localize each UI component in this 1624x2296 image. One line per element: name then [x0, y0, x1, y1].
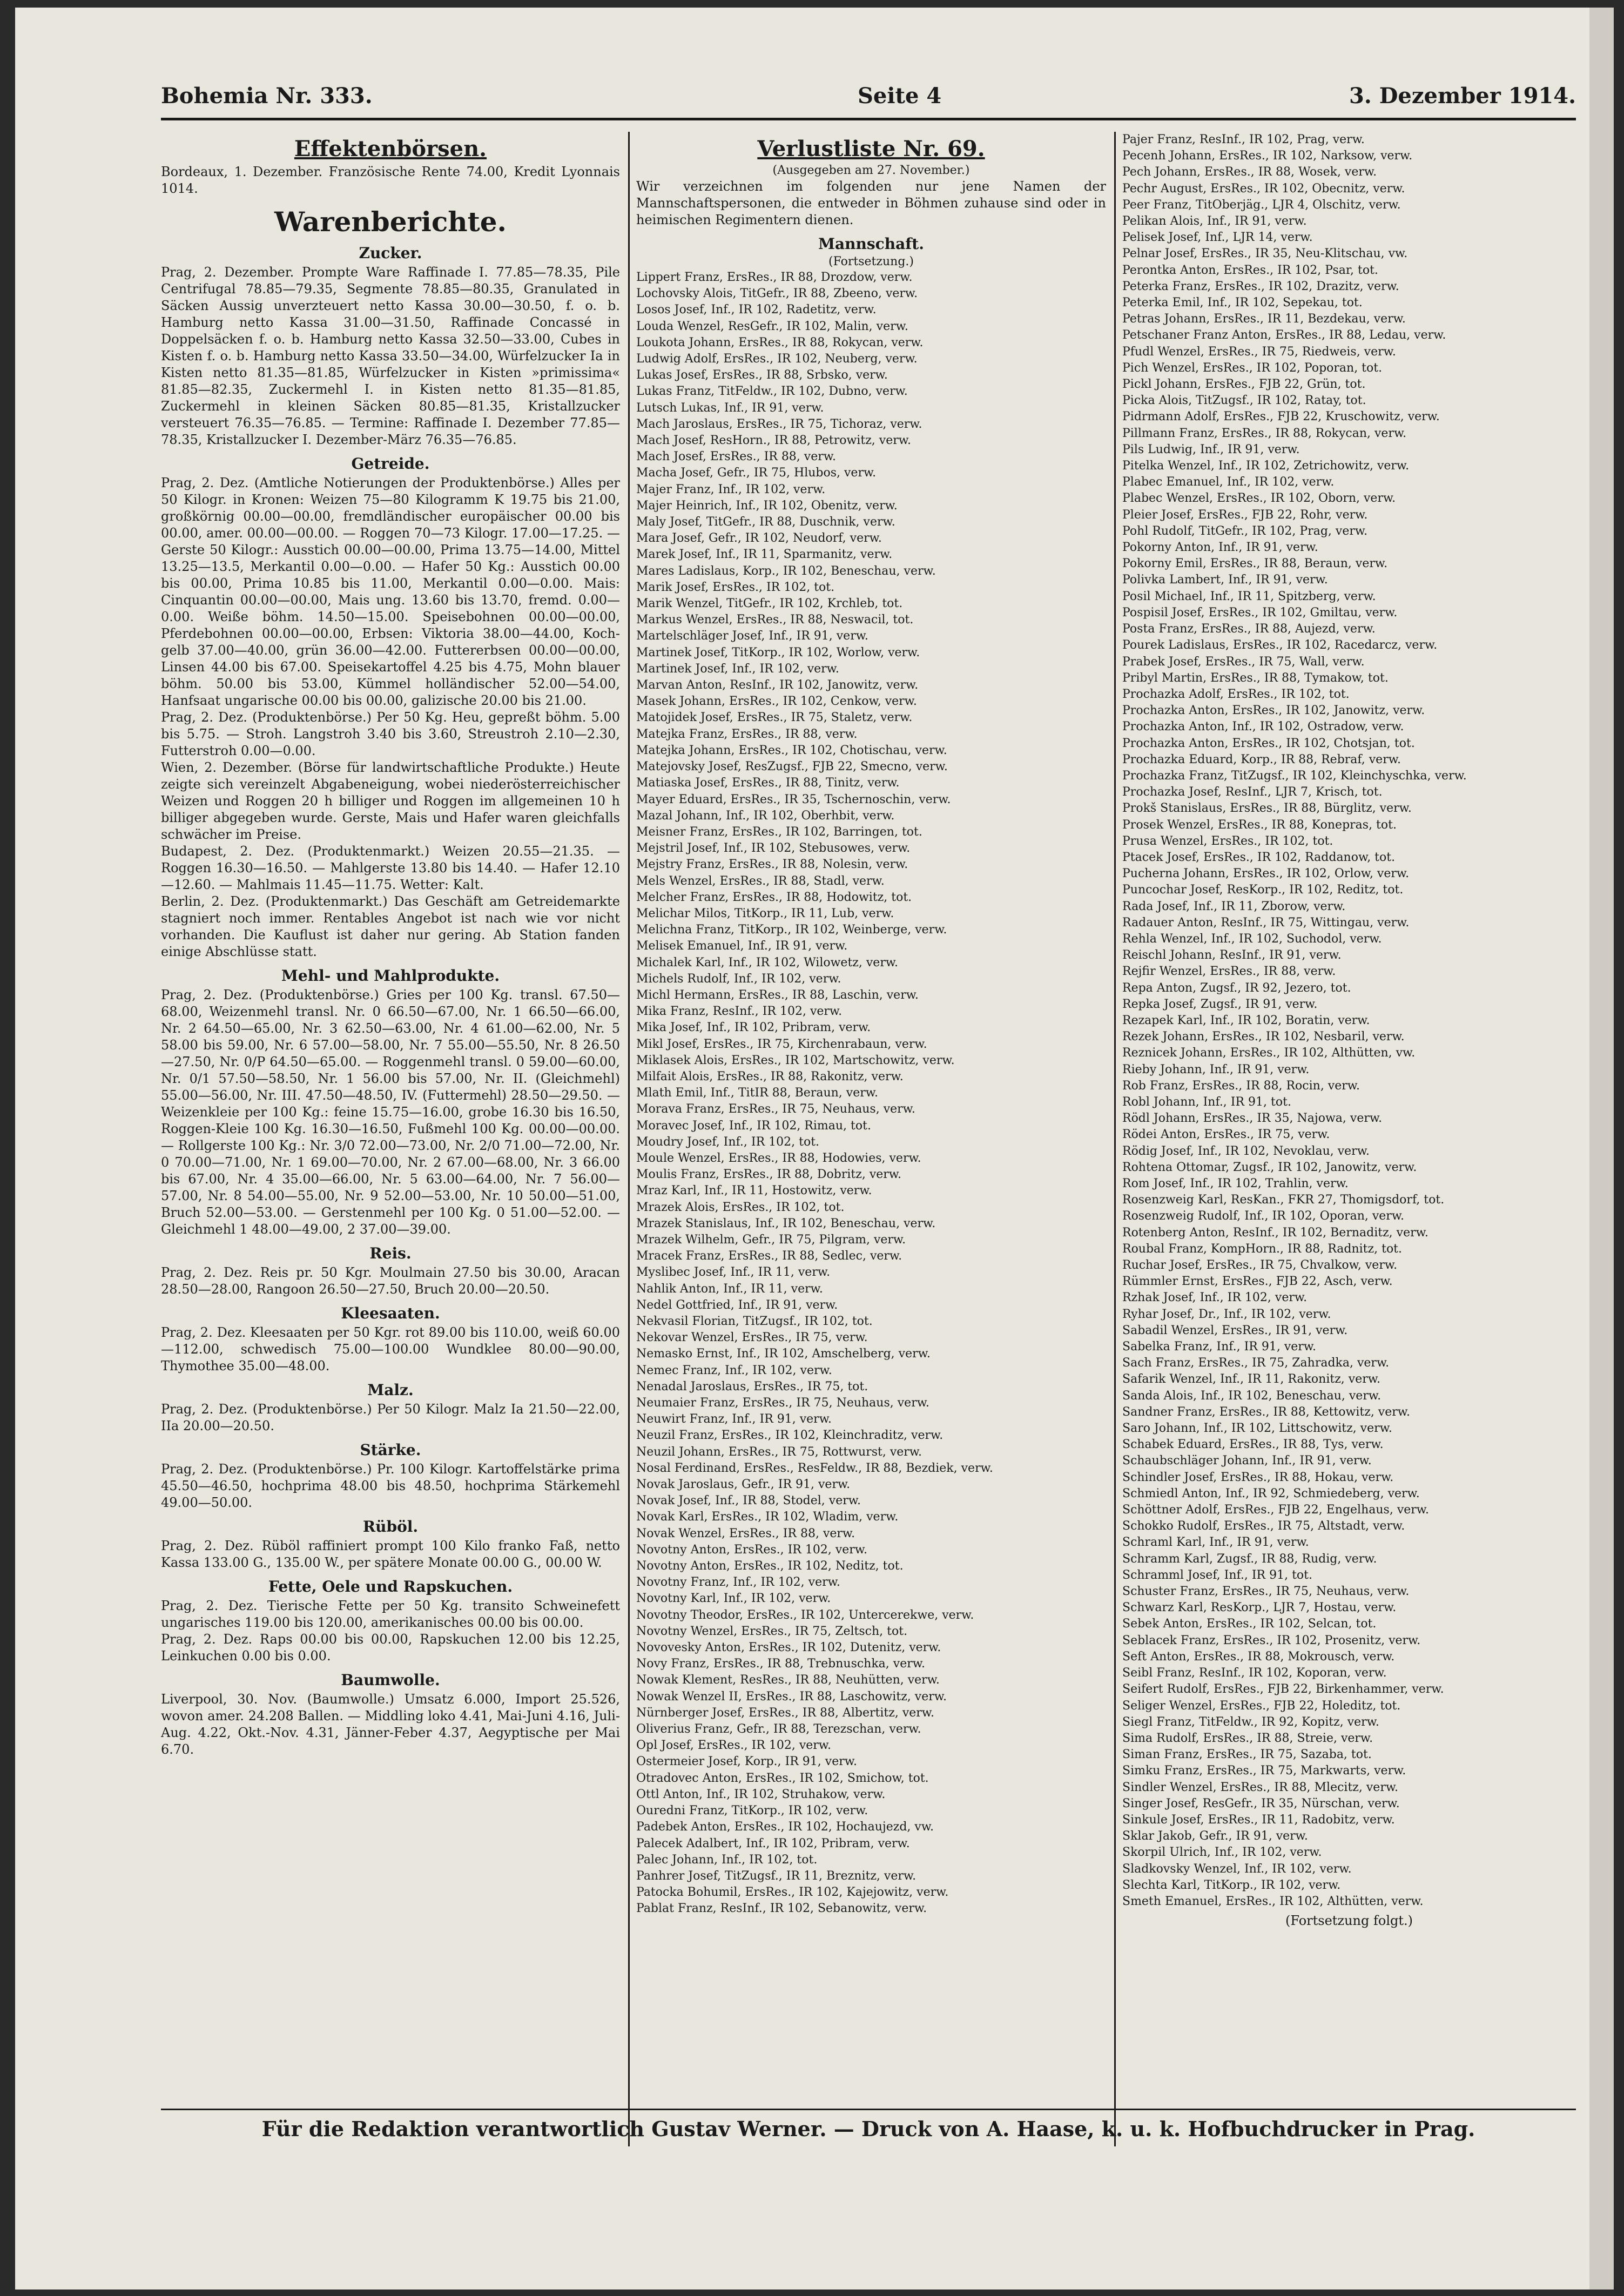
casualty-entry: Polivka Lambert, Inf., IR 91, verw. [1122, 573, 1328, 587]
casualty-list-subtitle: (Ausgegeben am 27. November.) [772, 164, 970, 177]
casualty-entry: Mejstril Josef, Inf., IR 102, Stebusowes, verw. [636, 841, 911, 856]
casualty-entry: Mrazek Stanislaus, Inf., IR 102, Beneschau, verw. [636, 1216, 936, 1230]
casualty-entry: Ruchar Josef, ErsRes., IR 75, Chvalkow, verw. [1122, 1258, 1398, 1272]
article-text: Prag, 2. Dez. Tierische Fette per 50 Kg. transito Schweinefett ungarisches 119.00 bis 120.00, amerikanisches 00.00 bis 00.00. [161, 1598, 620, 1630]
article-text: Prag, 2. Dez. (Produktenbörse.) Per 50 Kilogr. Malz Ia 21.50—22.00, IIa 20.00—20.50. [161, 1402, 620, 1433]
casualty-entry: Schramml Josef, Inf., IR 91, tot. [1122, 1568, 1313, 1582]
casualty-entry: Pechr August, ErsRes., IR 102, Obecnitz, verw. [1122, 181, 1405, 196]
casualty-entry: Picka Alois, TitZugsf., IR 102, Ratay, tot. [1122, 394, 1366, 408]
casualty-entry: Peterka Emil, Inf., IR 102, Sepekau, tot. [1122, 296, 1363, 310]
casualty-list-title: Verlustliste Nr. 69. [757, 136, 985, 161]
casualty-entry: Majer Heinrich, Inf., IR 102, Obenitz, verw. [636, 499, 898, 513]
casualty-entry: Mracek Franz, ErsRes., IR 88, Sedlec, verw. [636, 1249, 902, 1263]
casualty-entry: Mara Josef, Gefr., IR 102, Neudorf, verw. [636, 531, 882, 546]
imprint-footer: Für die Redaktion verantwortlich Gustav Werner. — Druck von A. Haase, k. u. k. Hofbuchdrucker in Prag. [261, 2117, 1475, 2141]
casualty-entry: Novotny Anton, ErsRes., IR 102, Neditz, tot. [636, 1559, 904, 1573]
casualty-entry: Lukas Josef, ErsRes., IR 88, Srbsko, verw. [636, 368, 888, 382]
casualty-entry: Peterka Franz, ErsRes., IR 102, Drazitz, verw. [1122, 279, 1399, 293]
casualty-entry: Pech Johann, ErsRes., IR 88, Wosek, verw. [1122, 165, 1377, 179]
casualty-entry: Skorpil Ulrich, Inf., IR 102, verw. [1122, 1846, 1322, 1860]
page-edge [1589, 8, 1614, 2290]
footer-rule [161, 2109, 1576, 2110]
casualty-entry: Rob Franz, ErsRes., IR 88, Rocin, verw. [1122, 1079, 1360, 1093]
casualty-entry: Morava Franz, ErsRes., IR 75, Neuhaus, verw. [636, 1102, 915, 1116]
casualty-entry: Maly Josef, TitGefr., IR 88, Duschnik, verw. [636, 515, 895, 529]
casualty-entry: Peer Franz, TitOberjäg., LJR 4, Olschitz, verw. [1122, 198, 1401, 212]
section-title-warenberichte: Warenberichte. [274, 206, 507, 238]
casualty-entry: Neuzil Johann, ErsRes., IR 75, Rottwurst, verw. [636, 1445, 922, 1459]
casualty-entry: Michalek Karl, Inf., IR 102, Wilowetz, verw. [636, 955, 899, 969]
casualty-entry: Pidrmann Adolf, ErsRes., FJB 22, Kruschowitz, verw. [1122, 410, 1440, 424]
casualty-entry: Novak Josef, Inf., IR 88, Stodel, verw. [636, 1494, 861, 1508]
casualty-entry: Prusa Wenzel, ErsRes., IR 102, tot. [1122, 834, 1333, 848]
casualty-entry: Palec Johann, Inf., IR 102, tot. [636, 1853, 818, 1867]
casualty-entry: Meisner Franz, ErsRes., IR 102, Barringen, tot. [636, 825, 922, 839]
casualty-entry: Safarik Wenzel, Inf., IR 11, Rakonitz, verw. [1122, 1372, 1380, 1386]
casualty-entry: Michl Hermann, ErsRes., IR 88, Laschin, verw. [636, 988, 919, 1002]
casualty-entry: Novak Jaroslaus, Gefr., IR 91, verw. [636, 1478, 851, 1492]
casualty-entry: Radauer Anton, ResInf., IR 75, Wittingau, verw. [1122, 915, 1410, 930]
casualty-entry: Ryhar Josef, Dr., Inf., IR 102, verw. [1122, 1307, 1331, 1321]
casualty-entry: Martelschläger Josef, Inf., IR 91, verw. [636, 629, 868, 643]
casualty-entry: Reischl Johann, ResInf., IR 91, verw. [1122, 948, 1342, 962]
casualty-entry: Neuzil Franz, ErsRes., IR 102, Kleinchraditz, verw. [636, 1429, 944, 1443]
casualty-entry: Siman Franz, ErsRes., IR 75, Sazaba, tot. [1122, 1748, 1372, 1762]
column-casualty-list-1 [636, 132, 1106, 2146]
casualty-entry: Mejstry Franz, ErsRes., IR 88, Nolesin, verw. [636, 858, 908, 872]
casualty-entry: Pelikan Alois, Inf., IR 91, verw. [1122, 214, 1307, 228]
casualty-entry: Schabek Eduard, ErsRes., IR 88, Tys, verw. [1122, 1438, 1384, 1452]
casualty-entry: Prosek Wenzel, ErsRes., IR 88, Konepras, tot. [1122, 818, 1397, 832]
casualty-entry: Melichar Milos, TitKorp., IR 11, Lub, verw. [636, 906, 894, 920]
article-text: Prag, 2. Dez. (Amtliche Notierungen der Produktenbörse.) Alles per 50 Kilogr. in Kronen: Weizen 75—80 Kilogramm K 19.75 bis 21.00, großkörnig 00.00—00.00, fremdländischer europäischer 00.00 bis 00.00, amer. 00.00—00.00. — Roggen 70—73 Kilogr. 17.00—17.25. — Gerste 50 Kilogr.: Ausstich 00.00—00.00, Prima 13.75—14.00, Mittel 13.25—13.5, Merkantil 0.00—0.00. — Hafer 50 Kg.: Ausstich 00.00 bis 00.00, Prima 10.85 bis 11.00, Merkantil 0.00—0.00. Mais: Cinquantin 00.00—00.00, Mais ung. 13.60 bis 13.70, fremd. 0.00—0.00. Weiße böhm. 14.50—15.00. Speisebohnen 00.00—00.00, Pferdebohnen 00.00—00.00, Erbsen: Viktoria 38.00—44.00, Koch- gelb 37.00—40.00, grün 36.00—42.00. Futtererbsen 00.00—00.00, Linsen 44.00 bis 67.00. Speisekartoffel 4.25 bis 4.75, Mohn blauer böhm. 50.00 bis 53.00, Kümmel holländischer 52.00—54.00, Hanfsaat ungarische 00.00 bis 00.00, galizische 20.00 bis 21.00. [161, 475, 620, 708]
casualty-entry: Pribyl Martin, ErsRes., IR 88, Tymakow, tot. [1122, 671, 1389, 685]
casualty-entry: Rödl Johann, ErsRes., IR 35, Najowa, verw. [1122, 1112, 1383, 1126]
casualty-entry: Sandner Franz, ErsRes., IR 88, Kettowitz, verw. [1122, 1405, 1410, 1419]
casualty-entry: Marik Josef, ErsRes., IR 102, tot. [636, 580, 835, 594]
casualty-entry: Ludwig Adolf, ErsRes., IR 102, Neuberg, verw. [636, 352, 918, 366]
subsection-title: Fette, Oele und Rapskuchen. [268, 1578, 513, 1595]
article-text: Berlin, 2. Dez. (Produktenmarkt.) Das Geschäft am Getreidemarkte stagniert noch immer. Rentables Angebot ist nach wie vor nicht vorhanden. Die Kauflust ist daher nur gering. Ab Station fanden einige Abschlüsse statt. [161, 894, 620, 959]
header-page-number: Seite 4 [858, 83, 942, 109]
subsection-title: Zucker. [359, 244, 422, 262]
casualty-entry: Mach Josef, ResHorn., IR 88, Petrowitz, verw. [636, 434, 911, 448]
casualty-entry: Prochazka Eduard, Korp., IR 88, Rebraf, verw. [1122, 752, 1401, 766]
casualty-entry: Nosal Ferdinand, ErsRes., ResFeldw., IR 88, Bezdiek, verw. [636, 1461, 993, 1475]
casualty-entry: Matejka Johann, ErsRes., IR 102, Chotischau, verw. [636, 743, 947, 757]
section-title-mannschaft: Mannschaft. [818, 235, 924, 253]
casualty-entry: Nenadal Jaroslaus, ErsRes., IR 75, tot. [636, 1379, 868, 1393]
casualty-entry: Loukota Johann, ErsRes., IR 88, Rokycan, verw. [636, 335, 924, 349]
casualty-entry: Prochazka Anton, ErsRes., IR 102, Chotsjan, tot. [1122, 736, 1415, 750]
casualty-entry: Posil Michael, Inf., IR 11, Spitzberg, verw. [1122, 589, 1376, 603]
casualty-entry: Rümmler Ernst, ErsRes., FJB 22, Asch, verw. [1122, 1275, 1393, 1289]
casualty-entry: Rezek Johann, ErsRes., IR 102, Nesbaril, verw. [1122, 1030, 1405, 1044]
casualty-entry: Nowak Wenzel II, ErsRes., IR 88, Laschowitz, verw. [636, 1689, 947, 1704]
article-text: Prag, 2. Dez. Rüböl raffiniert prompt 100 Kilo franko Faß, netto Kassa 133.00 G., 135.00 W., per spätere Monate 00.00 G., 00.00 W. [161, 1538, 620, 1570]
casualty-entry: Sklar Jakob, Gefr., IR 91, verw. [1122, 1829, 1308, 1843]
casualty-entry: Matiaska Josef, ErsRes., IR 88, Tinitz, verw. [636, 776, 900, 790]
continued-note: (Fortsetzung folgt.) [1285, 1913, 1413, 1929]
casualty-entry: Robl Johann, Inf., IR 91, tot. [1122, 1095, 1291, 1109]
casualty-entry: Opl Josef, ErsRes., IR 102, verw. [636, 1739, 831, 1753]
casualty-entry: Smeth Emanuel, ErsRes., IR 102, Althütten, verw. [1122, 1894, 1424, 1908]
casualty-entry: Prochazka Franz, TitZugsf., IR 102, Kleinchyschka, verw. [1122, 769, 1467, 783]
casualty-entry: Seblacek Franz, ErsRes., IR 102, Prosenitz, verw. [1122, 1633, 1421, 1647]
casualty-entry: Rosenzweig Karl, ResKan., FKR 27, Thomigsdorf, tot. [1122, 1193, 1445, 1207]
casualty-entry: Novotny Theodor, ErsRes., IR 102, Untercerekwe, verw. [636, 1608, 974, 1622]
casualty-entry: Schokko Rudolf, ErsRes., IR 75, Altstadt, verw. [1122, 1519, 1405, 1533]
column-divider [1114, 132, 1116, 2146]
article-text: Wien, 2. Dezember. (Börse für landwirtschaftliche Produkte.) Heute zeigte sich vereinzelt Abgabeneigung, wobei niederösterreichischer Weizen und Roggen 20 h billiger und Roggen im allgemeinen 10 h billiger abgegeben wurde. Gerste, Mais und Hafer waren gleichfalls schwächer im Preise. [161, 760, 620, 842]
casualty-entry: Plabec Emanuel, Inf., IR 102, verw. [1122, 475, 1335, 489]
casualty-entry: Prochazka Adolf, ErsRes., IR 102, tot. [1122, 687, 1350, 701]
casualty-entry: Mach Jaroslaus, ErsRes., IR 75, Tichoraz, verw. [636, 417, 922, 431]
subsection-title: Malz. [367, 1381, 414, 1399]
casualty-entry: Nekvasil Florian, TitZugsf., IR 102, tot. [636, 1315, 873, 1328]
casualty-entry: Sinkule Josef, ErsRes., IR 11, Radobitz, verw. [1122, 1813, 1395, 1827]
casualty-entry: Mrazek Alois, ErsRes., IR 102, tot. [636, 1200, 845, 1214]
casualty-entry: Seliger Wenzel, ErsRes., FJB 22, Holeditz, tot. [1122, 1699, 1401, 1713]
casualty-entry: Palecek Adalbert, Inf., IR 102, Pribram, verw. [636, 1836, 910, 1850]
casualty-entry: Ostermeier Josef, Korp., IR 91, verw. [636, 1755, 857, 1769]
casualty-entry: Rohtena Ottomar, Zugsf., IR 102, Janowitz, verw. [1122, 1160, 1417, 1174]
article-text: Prag, 2. Dez. (Produktenbörse.) Pr. 100 Kilogr. Kartoffelstärke prima 45.50—46.50, hochprima 48.00 bis 48.50, hochprima Stärkemehl 49.00—50.00. [161, 1462, 620, 1510]
casualty-entry: Novak Wenzel, ErsRes., IR 88, verw. [636, 1526, 855, 1540]
casualty-entry: Mels Wenzel, ErsRes., IR 88, Stadl, verw. [636, 874, 885, 888]
casualty-entry: Pajer Franz, ResInf., IR 102, Prag, verw. [1122, 133, 1365, 146]
casualty-entry: Schaubschläger Johann, Inf., IR 91, verw. [1122, 1454, 1372, 1468]
casualty-entry: Prokš Stanislaus, ErsRes., IR 88, Bürglitz, verw. [1122, 802, 1412, 816]
header-rule [161, 118, 1576, 120]
casualty-entry: Nowak Klement, ResRes., IR 88, Neuhütten, verw. [636, 1673, 940, 1687]
casualty-entry: Pils Ludwig, Inf., IR 91, verw. [1122, 442, 1300, 456]
casualty-entry: Prochazka Josef, ResInf., LJR 7, Krisch, tot. [1122, 785, 1383, 799]
column-casualty-list-2 [1122, 132, 1576, 2146]
casualty-entry: Perontka Anton, ErsRes., IR 102, Psar, tot. [1122, 263, 1378, 277]
casualty-entry: Novotny Franz, Inf., IR 102, verw. [636, 1575, 840, 1590]
casualty-entry: Novovesky Anton, ErsRes., IR 102, Dutenitz, verw. [636, 1641, 941, 1655]
casualty-entry: Mika Franz, ResInf., IR 102, verw. [636, 1005, 843, 1019]
casualty-entry: Sabadil Wenzel, ErsRes., IR 91, verw. [1122, 1323, 1348, 1337]
casualty-entry: Novak Karl, ErsRes., IR 102, Wladim, verw. [636, 1510, 899, 1524]
casualty-entry: Singer Josef, ResGefr., IR 35, Nürschan, verw. [1122, 1796, 1400, 1810]
casualty-entry: Seifert Rudolf, ErsRes., FJB 22, Birkenhammer, verw. [1122, 1682, 1444, 1696]
casualty-entries [636, 270, 1106, 1917]
casualty-entry: Pourek Ladislaus, ErsRes., IR 102, Racedarcz, verw. [1122, 638, 1438, 652]
subsection-title: Stärke. [360, 1441, 421, 1459]
casualty-entry: Lochovsky Alois, TitGefr., IR 88, Zbeeno, verw. [636, 287, 918, 301]
casualty-entry: Prochazka Anton, ErsRes., IR 102, Janowitz, verw. [1122, 704, 1425, 718]
casualty-entry: Lippert Franz, ErsRes., IR 88, Drozdow, verw. [636, 271, 913, 284]
casualty-entry: Ptacek Josef, ErsRes., IR 102, Raddanow, tot. [1122, 850, 1396, 864]
casualty-entry: Rom Josef, Inf., IR 102, Trahlin, verw. [1122, 1177, 1349, 1190]
casualty-entry: Slechta Karl, TitKorp., IR 102, verw. [1122, 1878, 1341, 1892]
casualty-entry: Moulis Franz, ErsRes., IR 88, Dobritz, verw. [636, 1168, 902, 1182]
casualty-entry: Simku Franz, ErsRes., IR 75, Markwarts, verw. [1122, 1764, 1406, 1778]
casualty-entry: Marvan Anton, ResInf., IR 102, Janowitz, verw. [636, 678, 919, 692]
casualty-entry: Pich Wenzel, ErsRes., IR 102, Poporan, tot. [1122, 361, 1383, 375]
casualty-entry: Prochazka Anton, Inf., IR 102, Ostradow, verw. [1122, 720, 1404, 734]
subsection-title: Kleesaaten. [341, 1304, 440, 1322]
casualty-entry: Matejovsky Josef, ResZugsf., FJB 22, Smecno, verw. [636, 760, 948, 774]
casualty-entry: Marek Josef, Inf., IR 11, Sparmanitz, verw. [636, 548, 893, 562]
casualty-entry: Schöttner Adolf, ErsRes., FJB 22, Engelhaus, verw. [1122, 1503, 1430, 1517]
article-text: Prag, 2. Dez. (Produktenbörse.) Gries per 100 Kg. transl. 67.50—68.00, Weizenmehl transl. Nr. 0 66.50—67.00, Nr. 1 66.50—66.00, Nr. 2 64.50—65.00, Nr. 3 62.50—63.00, Nr. 4 61.00—62.00, Nr. 5 58.00 bis 59.00, Nr. 6 57.00—58.00, Nr. 7 55.00—55.50, Nr. 8 26.50—27.50, Nr. 0/P 64.50—65.00. — Roggenmehl transl. 0 59.00—60.00, Nr. 0/1 57.50—58.50, Nr. 1 56.00 bis 57.00, Nr. II. (Gleichmehl) 55.00—56.00, Nr. III. 47.50—48.50, IV. (Futtermehl) 28.50—29.50. — Weizenkleie per 100 Kg.: feine 15.75—16.00, grobe 16.30 bis 16.50, Roggen-Kleie 100 Kg. 16.30—16.50, Fußmehl 100 Kg. 00.00—00.00. — Rollgerste 100 Kg.: Nr. 3/0 72.00—73.00, Nr. 2/0 71.00—72.00, Nr. 0 70.00—71.00, Nr. 1 69.00—70.00, Nr. 2 67.00—68.00, Nr. 3 66.00 bis 67.00, Nr. 4 35.00—66.00, Nr. 5 63.00—64.00, Nr. 7 56.00—57.00, Nr. 8 54.00—55.00, Nr. 9 52.00—53.00, Nr. 10 50.00—51.00, Bruch 52.00—53.00. — Gerstenmehl per 100 Kg. 0 51.00—52.00. — Gleichmehl 1 48.00—49.00, 2 37.00—39.00. [161, 987, 620, 1237]
casualty-entry: Novotny Anton, ErsRes., IR 102, verw. [636, 1543, 868, 1557]
casualty-entry: Rezapek Karl, Inf., IR 102, Boratin, verw. [1122, 1013, 1370, 1027]
casualty-entry: Mrazek Wilhelm, Gefr., IR 75, Pilgram, verw. [636, 1233, 906, 1247]
casualty-entry: Markus Wenzel, ErsRes., IR 88, Neswacil, tot. [636, 613, 914, 627]
casualty-entry: Prabek Josef, ErsRes., IR 75, Wall, verw. [1122, 655, 1365, 669]
article-text: Prag, 2. Dez. Raps 00.00 bis 00.00, Rapskuchen 12.00 bis 12.25, Leinkuchen 0.00 bis 0.00. [161, 1632, 620, 1664]
casualty-entry: Pleier Josef, ErsRes., FJB 22, Rohr, verw. [1122, 508, 1368, 522]
casualty-entry: Pelnar Josef, ErsRes., IR 35, Neu-Klitschau, vw. [1122, 247, 1408, 261]
casualty-entry: Seibl Franz, ResInf., IR 102, Koporan, verw. [1122, 1666, 1387, 1680]
casualty-entry: Schraml Karl, Inf., IR 91, verw. [1122, 1536, 1309, 1550]
casualty-entry: Rödig Josef, Inf., IR 102, Nevoklau, verw. [1122, 1144, 1370, 1158]
casualty-entry: Ouredni Franz, TitKorp., IR 102, verw. [636, 1804, 868, 1818]
casualty-entry: Oliverius Franz, Gefr., IR 88, Terezschan, verw. [636, 1722, 921, 1736]
casualty-entry: Repa Anton, Zugsf., IR 92, Jezero, tot. [1122, 981, 1351, 995]
casualty-list-intro: Wir verzeichnen im folgenden nur jene Namen der Mannschaftspersonen, die entweder in Böhmen zuhause sind oder in heimischen Regimentern dienen. [636, 179, 1106, 227]
casualty-entry: Otradovec Anton, ErsRes., IR 102, Smichow, tot. [636, 1771, 929, 1785]
casualty-entry: Petras Johann, ErsRes., IR 11, Bezdekau, verw. [1122, 312, 1406, 326]
article-text: Prag, 2. Dez. (Produktenbörse.) Per 50 Kg. Heu, gepreßt böhm. 5.00 bis 5.75. — Stroh. Langstroh 3.40 bis 3.60, Streustroh 2.10—2.30, Futterstroh 0.00—0.00. [161, 710, 620, 758]
casualty-entry: Majer Franz, Inf., IR 102, verw. [636, 482, 826, 496]
casualty-entry: Repka Josef, Zugsf., IR 91, verw. [1122, 997, 1318, 1011]
casualty-entry: Rödei Anton, ErsRes., IR 75, verw. [1122, 1128, 1330, 1142]
casualty-entry: Rieby Johann, Inf., IR 91, verw. [1122, 1062, 1310, 1076]
casualty-entry: Neumaier Franz, ErsRes., IR 75, Neuhaus, verw. [636, 1396, 929, 1410]
casualty-entry: Nahlik Anton, Inf., IR 11, verw. [636, 1282, 823, 1296]
casualty-entry: Nekovar Wenzel, ErsRes., IR 75, verw. [636, 1331, 868, 1345]
casualty-entry: Pablat Franz, ResInf., IR 102, Sebanowitz, verw. [636, 1902, 927, 1916]
casualty-entry: Sebek Anton, ErsRes., IR 102, Selcan, tot. [1122, 1617, 1377, 1631]
casualty-entry: Sindler Wenzel, ErsRes., IR 88, Mlecitz, verw. [1122, 1780, 1399, 1794]
casualty-entry: Matojidek Josef, ErsRes., IR 75, Staletz, verw. [636, 711, 913, 725]
casualty-entry: Lukas Franz, TitFeldw., IR 102, Dubno, verw. [636, 385, 908, 399]
casualty-entry: Pokorny Anton, Inf., IR 91, verw. [1122, 541, 1318, 555]
casualty-entry: Moule Wenzel, ErsRes., IR 88, Hodowies, verw. [636, 1151, 921, 1165]
casualty-entry: Mayer Eduard, ErsRes., IR 35, Tschernoschin, verw. [636, 792, 951, 806]
casualty-entry: Mikl Josef, ErsRes., IR 75, Kirchenrabaun, verw. [636, 1037, 927, 1051]
article-text: Liverpool, 30. Nov. (Baumwolle.) Umsatz 6.000, Import 25.526, wovon amer. 24.208 Ballen. — Middling loko 4.41, Mai-Juni 4.16, Juli-Aug. 4.22, Okt.-Nov. 4.31, Jänner-Feber 4.37, Aegyptische per Mai 6.70. [161, 1692, 620, 1757]
casualty-entry: Panhrer Josef, TitZugsf., IR 11, Breznitz, verw. [636, 1869, 917, 1883]
header-date: 3. Dezember 1914. [1349, 83, 1576, 109]
article-text: Prag, 2. Dez. Reis pr. 50 Kgr. Moulmain 27.50 bis 30.00, Aracan 28.50—28.00, Rangoon 26.50—27.50, Bruch 20.00—20.50. [161, 1265, 620, 1297]
casualty-entry: Schwarz Karl, ResKorp., LJR 7, Hostau, verw. [1122, 1601, 1397, 1615]
casualty-entry: Mach Josef, ErsRes., IR 88, verw. [636, 450, 836, 464]
casualty-entry: Neuwirt Franz, Inf., IR 91, verw. [636, 1412, 832, 1426]
article-text: Prag, 2. Dezember. Prompte Ware Raffinade I. 77.85—78.35, Pile Centrifugal 78.85—79.35, Segmente 78.85—80.35, Granulated in Säcken Aussig unverzteuert netto Kassa 30.00—30.50, f. o. b. Hamburg netto Kassa 31.00—31.50, Raffinade Concassé in Doppelsäcken f. o. b. Hamburg netto Kassa 32.50—33.00, Cubes in Kisten f. o. b. Hamburg netto Kassa 33.50—34.00, Würfelzucker Ia in Kisten netto 81.35—81.85, Würfelzucker in Kisten »primissima« 81.85—82.35, Zuckermehl I. in Kisten netto 81.35—81.85, Zuckermehl in kleinen Säcken 80.85—81.35, Kristallzucker versteuert 76.35—76.85. — Termine: Raffinade I. Dezember 77.85—78.35, Kristallzucker I. Dezember-März 76.35—76.85. [161, 265, 620, 447]
subsection-title: Baumwolle. [341, 1671, 440, 1689]
casualty-entry: Schmiedl Anton, Inf., IR 92, Schmiedeberg, verw. [1122, 1486, 1420, 1500]
casualty-entry: Siegl Franz, TitFeldw., IR 92, Kopitz, verw. [1122, 1715, 1379, 1729]
article-text: Bordeaux, 1. Dezember. Französische Rente 74.00, Kredit Lyonnais 1014. [161, 164, 620, 196]
casualty-entry: Mares Ladislaus, Korp., IR 102, Beneschau, verw. [636, 564, 936, 578]
casualty-entry: Puncochar Josef, ResKorp., IR 102, Reditz, tot. [1122, 883, 1404, 897]
casualty-entry: Mlath Emil, Inf., TitIR 88, Beraun, verw. [636, 1086, 878, 1100]
casualty-entry: Sach Franz, ErsRes., IR 75, Zahradka, verw. [1122, 1356, 1390, 1370]
casualty-entry: Nemasko Ernst, Inf., IR 102, Amschelberg, verw. [636, 1347, 931, 1361]
casualty-entry: Pfudl Wenzel, ErsRes., IR 75, Riedweis, verw. [1122, 345, 1396, 359]
page-header [161, 83, 1576, 116]
casualty-entry: Matejka Franz, ErsRes., IR 88, verw. [636, 727, 858, 741]
casualty-entry: Reznicek Johann, ErsRes., IR 102, Althütten, vw. [1122, 1046, 1416, 1060]
casualty-entry: Moravec Josef, Inf., IR 102, Rimau, tot. [636, 1119, 871, 1133]
casualty-entry: Martinek Josef, TitKorp., IR 102, Worlow, verw. [636, 645, 920, 659]
subsection-title: Getreide. [351, 455, 430, 473]
casualty-entry: Seft Anton, ErsRes., IR 88, Mokrousch, verw. [1122, 1649, 1395, 1664]
casualty-entry: Schuster Franz, ErsRes., IR 75, Neuhaus, verw. [1122, 1585, 1410, 1599]
casualty-entry: Padebek Anton, ErsRes., IR 102, Hochaujezd, vw. [636, 1820, 934, 1834]
casualty-entry: Pohl Rudolf, TitGefr., IR 102, Prag, verw. [1122, 524, 1368, 538]
casualty-entry: Sima Rudolf, ErsRes., IR 88, Streie, verw. [1122, 1731, 1373, 1745]
casualty-entry: Rada Josef, Inf., IR 11, Zborow, verw. [1122, 899, 1346, 913]
page-content [161, 83, 1576, 2168]
casualty-entry: Plabec Wenzel, ErsRes., IR 102, Oborn, verw. [1122, 491, 1396, 506]
column-market-reports [161, 132, 620, 2146]
column-divider [628, 132, 630, 2146]
casualty-entry: Myslibec Josef, Inf., IR 11, verw. [636, 1265, 831, 1280]
casualty-entry: Pillmann Franz, ErsRes., IR 88, Rokycan, verw. [1122, 426, 1407, 440]
casualty-entry: Macha Josef, Gefr., IR 75, Hlubos, verw. [636, 466, 877, 480]
article-text: Prag, 2. Dez. Kleesaaten per 50 Kgr. rot 89.00 bis 110.00, weiß 60.00—112.00, schwedisch 75.00—100.00 Wundklee 80.00—90.00, Thymothee 35.00—48.00. [161, 1325, 620, 1373]
casualty-entry: Mraz Karl, Inf., IR 11, Hostowitz, verw. [636, 1184, 872, 1198]
subsection-title: Mehl- und Mahlprodukte. [281, 967, 500, 985]
casualty-entry: Masek Johann, ErsRes., IR 102, Cenkow, verw. [636, 695, 917, 709]
casualty-entry: Petschaner Franz Anton, ErsRes., IR 88, Ledau, verw. [1122, 328, 1446, 342]
casualty-entry: Martinek Josef, Inf., IR 102, verw. [636, 662, 839, 676]
casualty-entry: Sabelka Franz, Inf., IR 91, verw. [1122, 1340, 1317, 1354]
casualty-entry: Schramm Karl, Zugsf., IR 88, Rudig, verw. [1122, 1552, 1377, 1566]
casualty-entry: Nemec Franz, Inf., IR 102, verw. [636, 1363, 832, 1377]
casualty-entry: Roubal Franz, KompHorn., IR 88, Radnitz, tot. [1122, 1242, 1403, 1256]
newspaper-page [15, 8, 1614, 2290]
casualty-entry: Louda Wenzel, ResGefr., IR 102, Malin, verw. [636, 319, 908, 333]
casualty-entry: Mazal Johann, Inf., IR 102, Oberhbit, verw. [636, 809, 895, 823]
casualty-entry: Novotny Karl, Inf., IR 102, verw. [636, 1592, 831, 1606]
casualty-entry: Moudry Josef, Inf., IR 102, tot. [636, 1135, 820, 1149]
casualty-entry: Marik Wenzel, TitGefr., IR 102, Krchleb, tot. [636, 597, 903, 611]
casualty-entry: Novy Franz, ErsRes., IR 88, Trebnuschka, verw. [636, 1657, 925, 1671]
article-text: Budapest, 2. Dez. (Produktenmarkt.) Weizen 20.55—21.35. — Roggen 16.30—16.50. — Mahlgerste 13.80 bis 14.40. — Hafer 12.10—12.60. — Mahlmais 11.45—11.75. Wetter: Kalt. [161, 844, 620, 892]
casualty-entry: Melichna Franz, TitKorp., IR 102, Weinberge, verw. [636, 923, 947, 937]
casualty-entry: Posta Franz, ErsRes., IR 88, Aujezd, verw. [1122, 622, 1376, 636]
casualty-entry: Ottl Anton, Inf., IR 102, Struhakow, verw. [636, 1787, 886, 1801]
section-title-effekten: Effektenbörsen. [294, 136, 487, 161]
casualty-entry: Sladkovsky Wenzel, Inf., IR 102, verw. [1122, 1862, 1352, 1876]
casualty-entry: Nürnberger Josef, ErsRes., IR 88, Albertitz, verw. [636, 1706, 935, 1720]
casualty-entry: Nedel Gottfried, Inf., IR 91, verw. [636, 1298, 838, 1312]
casualty-entry: Schindler Josef, ErsRes., IR 88, Hokau, verw. [1122, 1470, 1394, 1484]
casualty-entry: Melcher Franz, ErsRes., IR 88, Hodowitz, tot. [636, 890, 912, 904]
casualty-entry: Patocka Bohumil, ErsRes., IR 102, Kajejowitz, verw. [636, 1886, 949, 1900]
casualty-entry: Pokorny Emil, ErsRes., IR 88, Beraun, verw. [1122, 557, 1388, 571]
subsection-title: Rüböl. [362, 1518, 419, 1536]
casualty-entry: Saro Johann, Inf., IR 102, Littschowitz, verw. [1122, 1422, 1392, 1436]
casualty-entry: Michels Rudolf, Inf., IR 102, verw. [636, 972, 841, 986]
casualty-entry: Losos Josef, Inf., IR 102, Radetitz, verw. [636, 303, 877, 317]
casualty-entry: Rzhak Josef, Inf., IR 102, verw. [1122, 1291, 1308, 1305]
casualty-entry: Pospisil Josef, ErsRes., IR 102, Gmiltau, verw. [1122, 605, 1398, 620]
continuation-note: (Fortsetzung.) [828, 255, 914, 268]
casualty-entry: Melisek Emanuel, Inf., IR 91, verw. [636, 939, 848, 953]
casualty-entry: Pucherna Johann, ErsRes., IR 102, Orlow, verw. [1122, 867, 1410, 881]
casualty-entry: Rotenberg Anton, ResInf., IR 102, Bernaditz, verw. [1122, 1226, 1428, 1240]
casualty-entry: Pickl Johann, ErsRes., FJB 22, Grün, tot. [1122, 378, 1366, 392]
casualty-entry: Pecenh Johann, ErsRes., IR 102, Narksow, verw. [1122, 149, 1413, 163]
casualty-entry: Pelisek Josef, Inf., LJR 14, verw. [1122, 231, 1313, 245]
casualty-entry: Sanda Alois, Inf., IR 102, Beneschau, verw. [1122, 1389, 1382, 1403]
casualty-entry: Rejfir Wenzel, ErsRes., IR 88, verw. [1122, 965, 1336, 979]
casualty-entry: Lutsch Lukas, Inf., IR 91, verw. [636, 401, 824, 415]
header-newspaper: Bohemia Nr. 333. [161, 83, 373, 109]
casualty-entry: Miklasek Alois, ErsRes., IR 102, Martschowitz, verw. [636, 1053, 955, 1067]
casualty-entry: Milfait Alois, ErsRes., IR 88, Rakonitz, verw. [636, 1069, 904, 1083]
casualty-entry: Rosenzweig Rudolf, Inf., IR 102, Oporan, verw. [1122, 1209, 1405, 1223]
subsection-title: Reis. [369, 1244, 412, 1262]
casualty-entries [1122, 132, 1576, 1910]
casualty-entry: Novotny Wenzel, ErsRes., IR 75, Zeltsch, tot. [636, 1624, 908, 1638]
casualty-entry: Rehla Wenzel, Inf., IR 102, Suchodol, verw. [1122, 932, 1382, 946]
casualty-entry: Mika Josef, Inf., IR 102, Pribram, verw. [636, 1021, 871, 1035]
casualty-entry: Pitelka Wenzel, Inf., IR 102, Zetrichowitz, verw. [1122, 459, 1410, 473]
